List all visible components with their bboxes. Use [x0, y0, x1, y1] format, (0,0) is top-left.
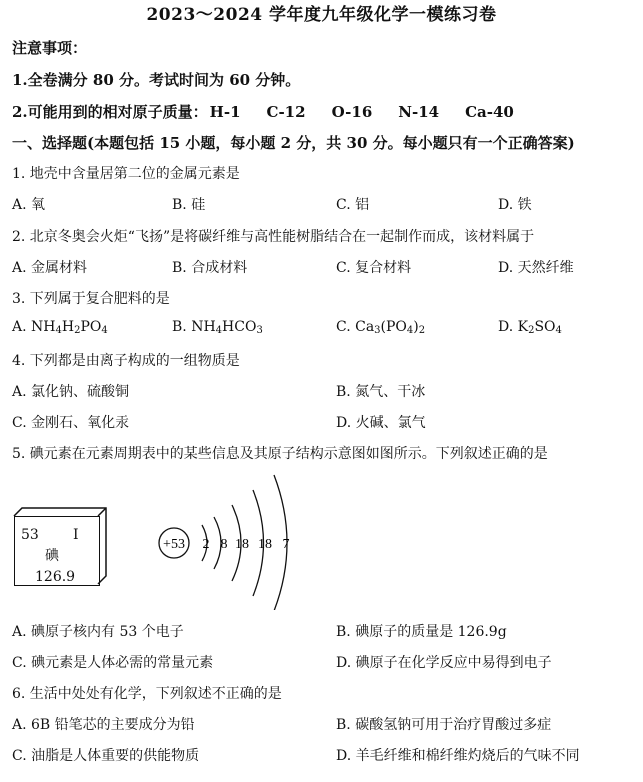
cell-front	[14, 516, 100, 586]
q5-option-b: B. 碘原子的质量是 126.9g	[336, 624, 507, 640]
q1-option-a: A. 氧	[12, 197, 46, 213]
notice-item-2	[12, 101, 514, 122]
q3-option-c: C. $Ca_3(PO_4)_2$	[336, 319, 426, 336]
q4-option-b: B. 氮气、干冰	[336, 384, 426, 400]
q6-option-d: D. 羊毛纤维和棉纤维灼烧后的气味不同	[336, 748, 580, 764]
q4-option-d: D. 火碱、氯气	[336, 415, 426, 431]
q4-stem: 4. 下列都是由离子构成的一组物质是	[12, 353, 240, 369]
cell-outline	[14, 508, 98, 516]
section-1-heading: 一、选择题(本题包括 15 小题，每小题 2 分，共 30 分。每小题只有一个正确答案)	[12, 134, 575, 152]
q6-option-a: A. 6B 铅笔芯的主要成分为铅	[12, 717, 195, 733]
shell-electrons-5: 7	[282, 537, 290, 552]
q6-stem: 6. 生活中处处有化学，下列叙述不正确的是	[12, 686, 282, 702]
element-symbol: I	[73, 527, 79, 543]
mass-h: H-1	[209, 103, 241, 121]
periodic-table-cell	[14, 508, 106, 584]
q3-option-d: D. $K_2SO_4$	[498, 319, 562, 336]
mass-n: N-14	[398, 103, 440, 121]
atomic-mass: 126.9	[35, 569, 76, 585]
q2-option-a: A. 金属材料	[12, 260, 88, 276]
shell-electrons-2: 8	[220, 537, 228, 552]
q1-option-d: D. 铁	[498, 197, 532, 213]
notice-item-1: 1.全卷满分 80 分。考试时间为 60 分钟。	[12, 71, 301, 89]
q4-option-a: A. 氯化钠、硫酸铜	[12, 384, 130, 400]
q6-option-b: B. 碳酸氢钠可用于治疗胃酸过多症	[336, 717, 552, 733]
q5-stem: 5. 碘元素在元素周期表中的某些信息及其原子结构示意图如图所示。下列叙述正确的是	[12, 446, 548, 462]
q5-option-d: D. 碘原子在化学反应中易得到电子	[336, 655, 552, 671]
q5-option-c: C. 碘元素是人体必需的常量元素	[12, 655, 214, 671]
atomic-structure-diagram	[150, 470, 310, 610]
atomic-number: 53	[21, 527, 39, 543]
q3-option-b: B. $NH_4HCO_3$	[172, 319, 263, 336]
page-title: 2023～2024 学年度九年级化学一模练习卷	[146, 5, 497, 25]
q2-option-d: D. 天然纤维	[498, 260, 574, 276]
q3-stem: 3. 下列属于复合肥料的是	[12, 291, 170, 307]
nucleus-charge: +53	[163, 537, 185, 552]
notice-item-2-label: 2.可能用到的相对原子质量：	[12, 103, 208, 121]
q1-stem: 1. 地壳中含量居第二位的金属元素是	[12, 166, 240, 182]
q6-option-c: C. 油脂是人体重要的供能物质	[12, 748, 200, 764]
q2-option-b: B. 合成材料	[172, 260, 248, 276]
q2-option-c: C. 复合材料	[336, 260, 412, 276]
shell-electrons-3: 18	[235, 537, 249, 552]
shell-electrons-4: 18	[258, 537, 272, 552]
notice-heading: 注意事项：	[12, 39, 88, 57]
q1-option-b: B. 硅	[172, 197, 206, 213]
q3-option-a: A. $NH_4H_2PO_4$	[12, 319, 108, 336]
mass-ca: Ca-40	[465, 103, 514, 121]
q5-option-a: A. 碘原子核内有 53 个电子	[12, 624, 184, 640]
mass-c: C-12	[266, 103, 306, 121]
q1-option-c: C. 铝	[336, 197, 370, 213]
shell-electrons-1: 2	[202, 537, 210, 552]
element-name: 碘	[45, 548, 59, 564]
q4-option-c: C. 金刚石、氧化汞	[12, 415, 130, 431]
q2-stem: 2. 北京冬奥会火炬“飞扬”是将碳纤维与高性能树脂结合在一起制作而成，该材料属于	[12, 229, 535, 245]
mass-o: O-16	[331, 103, 373, 121]
